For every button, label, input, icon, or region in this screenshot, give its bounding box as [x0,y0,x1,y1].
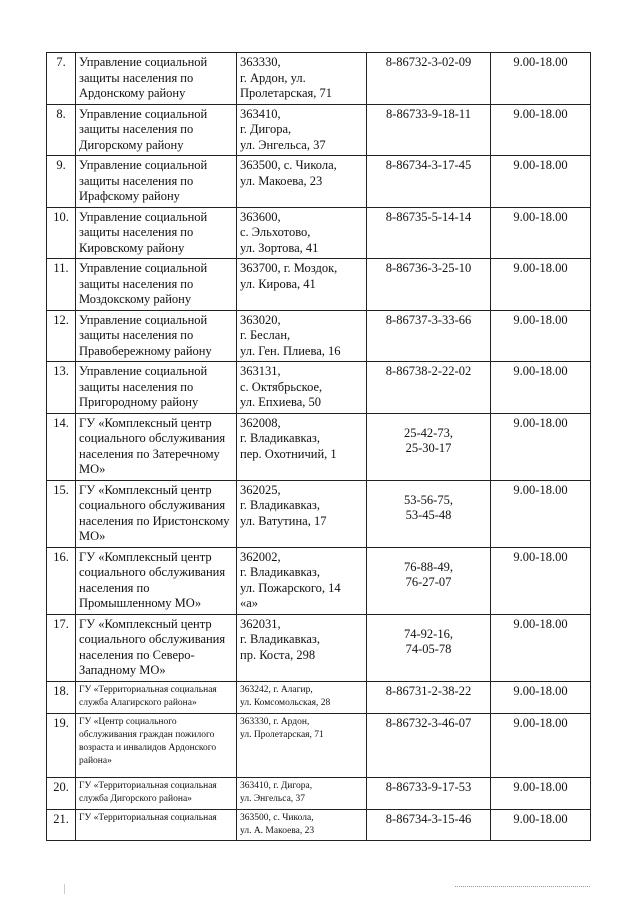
row-number: 9. [56,158,66,172]
address-line: 363410, [240,106,281,121]
row-number-cell [47,809,76,840]
working-hours: 9.00-18.00 [513,261,568,275]
working-hours-cell [491,207,591,259]
row-number-cell [47,777,76,809]
institution-name-line: Управление социальной [79,209,208,224]
institution-name-line: Дигорскому району [79,137,184,152]
institution-name-line: населения по Иристонскому [79,513,230,528]
institution-name-cell [76,156,237,208]
phone-number: 8-86732-3-46-07 [385,715,472,730]
address-line: ул. Макоева, 23 [240,173,323,188]
institution-name-cell [76,413,237,480]
table-row [47,259,591,311]
row-number: 17. [53,616,69,631]
working-hours: 9.00-18.00 [513,779,568,794]
institution-name-line: населения по Северо- [79,647,195,662]
working-hours: 9.00-18.00 [513,683,568,698]
working-hours-cell [491,681,591,713]
table-row [47,156,591,208]
institution-name-line: Ардонскому району [79,86,186,100]
working-hours-cell [491,156,591,208]
address-line: 362025, [240,482,281,497]
institution-name-line: ГУ «Территориальная социальная [79,780,217,791]
institutions-table [46,52,591,841]
institution-name-line: служба Дигорского района» [79,793,192,804]
institution-name-line: Управление социальной [79,106,208,121]
address-line: пер. Охотничий, 1 [240,446,337,461]
address-line: ул. Пролетарская, 71 [240,729,324,740]
phone-cell [367,53,491,105]
institution-name-line: района» [79,755,112,766]
institution-name-line: Пригородному району [79,395,199,409]
address-cell [237,413,367,480]
phone-cell [367,480,491,547]
phone-cell [367,547,491,614]
institution-name-cell [76,207,237,259]
phone-cell [367,681,491,713]
row-number-cell [47,310,76,362]
address-line: 363700, г. Моздок, [240,261,338,275]
table-row [47,310,591,362]
working-hours-cell [491,310,591,362]
phone-number: 76-27-07 [405,575,452,589]
working-hours-cell [491,104,591,156]
institution-name-cell [76,104,237,156]
row-number: 8. [56,106,66,121]
address-cell [237,809,367,840]
working-hours: 9.00-18.00 [513,364,568,378]
phone-number: 8-86735-5-14-14 [385,209,472,224]
institution-name-line: социального обслуживания [79,431,226,445]
row-number-cell [47,681,76,713]
address-line: г. Владикавказ, [240,632,320,646]
address-line: Пролетарская, 71 [240,86,333,100]
institution-name-line: Правобережному району [79,343,212,358]
institution-name-line: обслуживания граждан пожилого [79,729,215,740]
phone-cell [367,777,491,809]
row-number-cell [47,53,76,105]
working-hours: 9.00-18.00 [513,616,568,631]
working-hours-cell [491,547,591,614]
phone-number: 8-86736-3-25-10 [385,261,472,275]
phone-number: 25-42-73, [404,425,453,440]
row-number-cell [47,480,76,547]
institution-name-line: возраста и инвалидов Ардонского [79,742,217,753]
phone-number: 53-45-48 [405,508,452,522]
phone-number: 76-88-49, [404,559,453,574]
working-hours: 9.00-18.00 [513,106,568,121]
row-number: 18. [53,683,69,698]
institution-name-cell [76,362,237,414]
address-line: 363131, [240,364,281,378]
table-row [47,362,591,414]
phone-number: 8-86734-3-15-46 [385,811,472,826]
working-hours-cell [491,777,591,809]
address-cell [237,614,367,681]
address-line: г. Владикавказ, [240,498,320,512]
address-line: ул. Ватутина, 17 [240,513,327,528]
address-cell [237,310,367,362]
working-hours: 9.00-18.00 [513,715,568,730]
working-hours-cell [491,614,591,681]
address-cell [237,53,367,105]
address-line: ул. Энгельса, 37 [240,137,326,152]
institution-name-line: Промышленному МО» [79,596,202,610]
address-line: ул. Комсомольская, 28 [240,697,331,708]
working-hours: 9.00-18.00 [513,482,568,497]
institution-name-line: защиты населения по [79,328,194,342]
address-cell [237,777,367,809]
phone-cell [367,713,491,777]
margin-mark [64,884,65,894]
address-cell [237,362,367,414]
address-line: 363330, [240,55,281,69]
row-number: 14. [53,415,69,430]
institution-name-cell [76,547,237,614]
row-number: 20. [53,779,69,794]
address-line: ул. Ген. Плиева, 16 [240,343,341,358]
working-hours: 9.00-18.00 [513,549,568,564]
row-number-cell [47,207,76,259]
institution-name-line: Управление социальной [79,364,208,378]
institution-name-line: МО» [79,529,106,543]
address-line: г. Беслан, [240,328,291,342]
institution-name-cell [76,259,237,311]
footer-rule [455,886,590,887]
address-line: г. Владикавказ, [240,431,320,445]
address-cell [237,104,367,156]
address-line: 363410, г. Дигора, [240,780,313,791]
phone-cell [367,259,491,311]
phone-number: 74-05-78 [405,642,452,656]
row-number-cell [47,156,76,208]
institution-name-line: Ирафскому району [79,189,180,203]
institution-name-line: социального обслуживания [79,565,226,579]
address-cell [237,713,367,777]
row-number: 15. [53,482,69,497]
working-hours-cell [491,413,591,480]
institution-name-line: Управление социальной [79,261,208,275]
address-line: ул. А. Макоева, 23 [240,825,315,836]
institution-name-line: населения по [79,580,150,595]
phone-number: 8-86731-2-38-22 [385,683,472,698]
address-cell [237,207,367,259]
address-line: ул. Энгельса, 37 [240,793,306,804]
address-cell [237,681,367,713]
institution-name-cell [76,681,237,713]
working-hours-cell [491,809,591,840]
row-number-cell [47,547,76,614]
row-number: 11. [53,261,69,275]
phone-cell [367,156,491,208]
phone-cell [367,310,491,362]
phone-number: 8-86737-3-33-66 [385,312,472,327]
address-line: 362031, [240,616,281,631]
row-number-cell [47,362,76,414]
address-line: 363500, с. Чикола, [240,158,337,172]
institution-name-line: защиты населения по [79,122,194,136]
institution-name-line: ГУ «Комплексный центр [79,549,212,564]
row-number: 13. [53,364,69,378]
address-line: г. Владикавказ, [240,565,320,579]
row-number-cell [47,413,76,480]
address-line: 363330, г. Ардон, [240,716,310,727]
phone-cell [367,104,491,156]
table-row [47,207,591,259]
row-number-cell [47,259,76,311]
phone-number: 8-86733-9-18-11 [386,106,471,121]
institution-name-line: Управление социальной [79,312,208,327]
address-line: 362002, [240,549,281,564]
phone-number: 8-86732-3-02-09 [385,55,472,69]
institution-name-line: Кировскому району [79,240,185,255]
address-cell [237,480,367,547]
institution-name-line: ГУ «Комплексный центр [79,616,212,631]
institution-name-line: защиты населения по [79,276,194,291]
row-number: 7. [56,55,66,69]
row-number-cell [47,713,76,777]
institution-name-cell [76,480,237,547]
institution-name-line: защиты населения по [79,225,194,239]
address-line: 363020, [240,312,281,327]
institution-name-line: социального обслуживания [79,632,226,646]
institution-name-cell [76,713,237,777]
phone-cell [367,362,491,414]
address-line: 363242, г. Алагир, [240,684,313,695]
table-row [47,413,591,480]
institution-name-line: Управление социальной [79,158,208,172]
working-hours: 9.00-18.00 [513,209,568,224]
phone-cell [367,413,491,480]
institution-name-line: Моздокскому району [79,292,192,306]
institution-name-line: защиты населения по [79,173,194,188]
institution-name-line: защиты населения по [79,70,194,85]
institution-name-cell [76,614,237,681]
phone-cell [367,614,491,681]
table-row [47,547,591,614]
institution-name-line: населения по Затеречному [79,446,220,461]
phone-number: 8-86734-3-17-45 [385,158,472,172]
address-line: ул. Кирова, 41 [240,276,316,291]
address-line: ул. Зортова, 41 [240,240,319,255]
address-line: ул. Епхиева, 50 [240,395,322,409]
row-number: 10. [53,209,69,224]
phone-number: 74-92-16, [404,626,453,641]
institution-name-line: социального обслуживания [79,498,226,512]
institution-name-line: Западному МО» [79,663,166,677]
address-line: ул. Пожарского, 14 [240,580,341,595]
institution-name-cell [76,777,237,809]
row-number: 16. [53,549,69,564]
address-line: «а» [240,596,259,610]
institution-name-line: ГУ «Территориальная социальная [79,684,217,695]
working-hours: 9.00-18.00 [513,415,568,430]
address-line: с. Эльхотово, [240,225,311,239]
institution-name-line: ГУ «Комплексный центр [79,415,212,430]
phone-number: 8-86733-9-17-53 [385,779,472,794]
address-cell [237,259,367,311]
table-row [47,480,591,547]
institution-name-cell [76,809,237,840]
institution-name-line: Управление социальной [79,55,208,69]
phone-number: 53-56-75, [404,492,453,507]
table-row [47,104,591,156]
address-line: 363500, с. Чикола, [240,812,314,823]
address-line: 363600, [240,209,281,224]
table-row [47,53,591,105]
row-number-cell [47,104,76,156]
institution-name-line: ГУ «Центр социального [79,716,177,727]
working-hours-cell [491,480,591,547]
table-row [47,777,591,809]
working-hours-cell [491,259,591,311]
row-number: 12. [53,312,69,327]
institution-name-cell [76,53,237,105]
table-row [47,809,591,840]
working-hours-cell [491,362,591,414]
address-line: с. Октябрьское, [240,379,323,394]
row-number-cell [47,614,76,681]
institution-name-line: защиты населения по [79,379,194,394]
phone-number: 25-30-17 [405,441,452,455]
phone-number: 8-86738-2-22-02 [385,364,472,378]
phone-cell [367,207,491,259]
working-hours: 9.00-18.00 [513,55,568,69]
row-number: 19. [53,715,69,730]
address-cell [237,547,367,614]
working-hours-cell [491,53,591,105]
working-hours: 9.00-18.00 [513,312,568,327]
address-line: г. Дигора, [240,122,292,136]
address-cell [237,156,367,208]
working-hours-cell [491,713,591,777]
phone-cell [367,809,491,840]
table-body [47,53,591,841]
table-row [47,713,591,777]
institution-name-line: ГУ «Территориальная социальная [79,812,217,823]
institution-name-line: ГУ «Комплексный центр [79,482,212,497]
table-row [47,614,591,681]
institution-name-line: служба Алагирского района» [79,697,197,708]
working-hours: 9.00-18.00 [513,158,568,172]
institution-name-line: МО» [79,462,106,476]
working-hours: 9.00-18.00 [513,811,568,826]
table-row [47,681,591,713]
institution-name-cell [76,310,237,362]
address-line: пр. Коста, 298 [240,647,316,662]
address-line: 362008, [240,415,281,430]
row-number: 21. [53,811,69,826]
address-line: г. Ардон, ул. [240,70,306,85]
